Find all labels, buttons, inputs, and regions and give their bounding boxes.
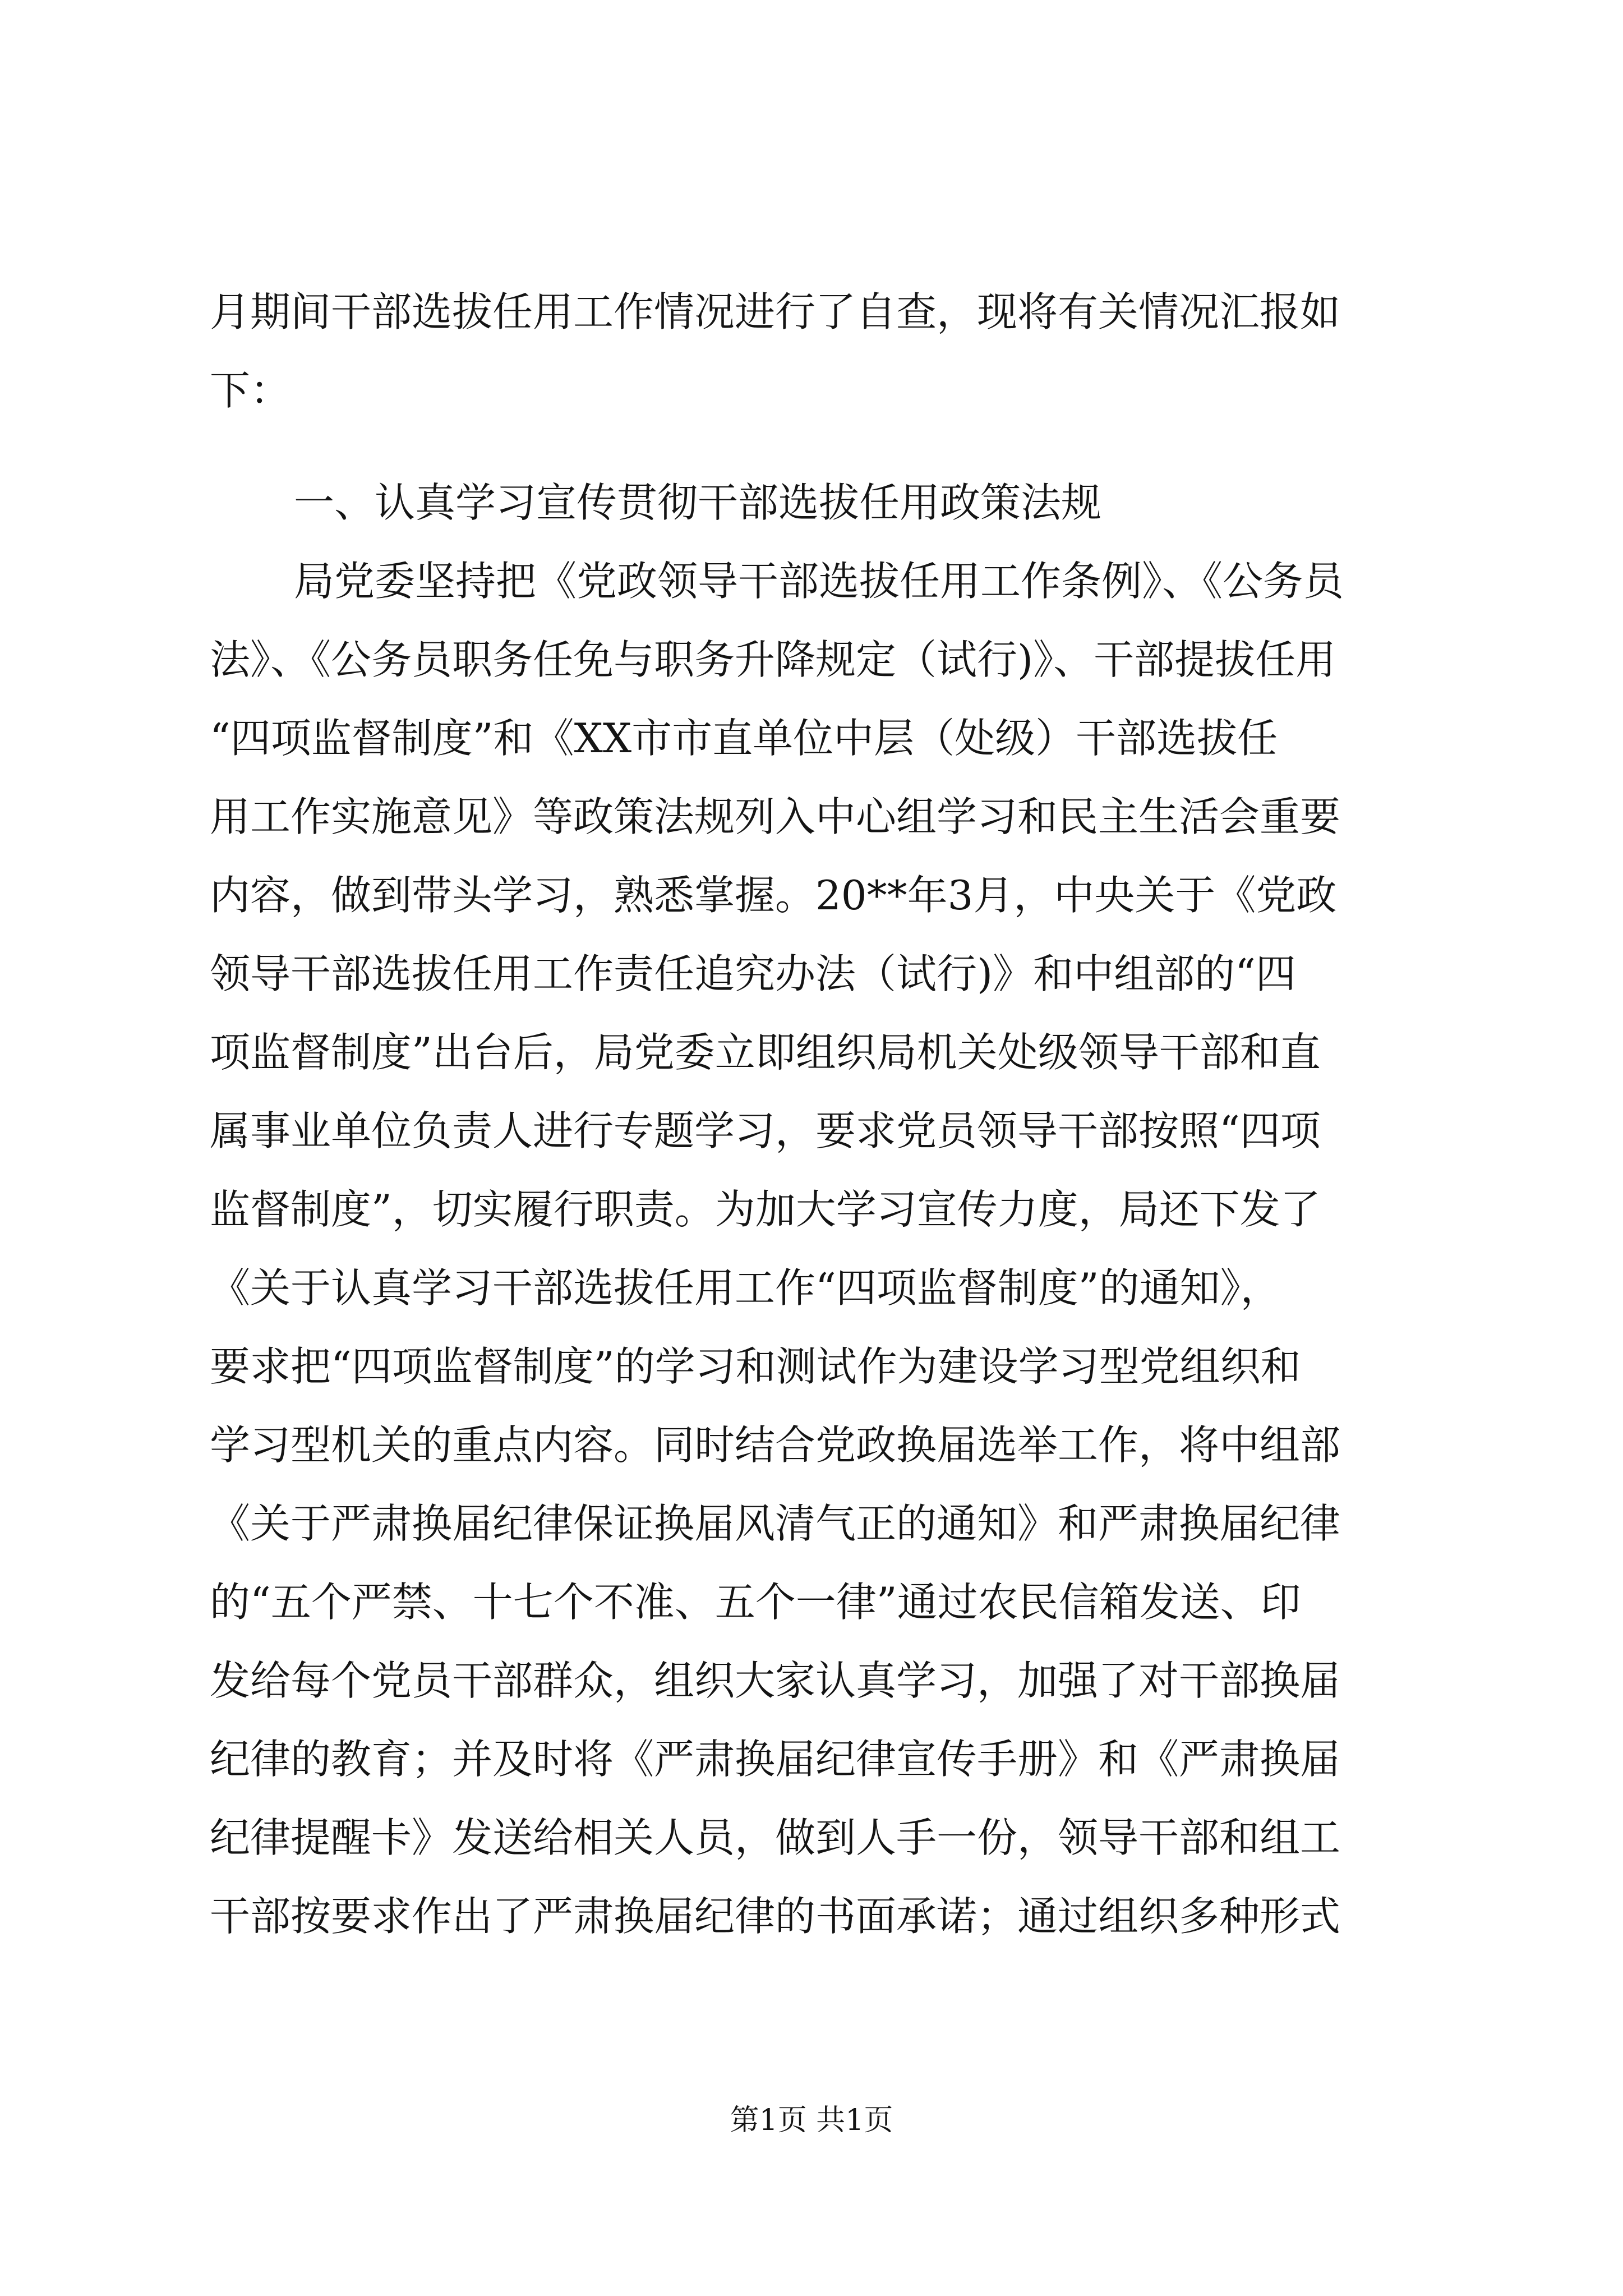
text-line: 下：	[210, 367, 291, 414]
text-line: 《关于严肃换届纪律保证换届风清气正的通知》和严肃换届纪律	[210, 1500, 1341, 1547]
page-footer	[0, 2101, 1623, 2140]
text-line: 《关于认真学习干部选拔任用工作“四项监督制度”的通知》，	[210, 1264, 1281, 1312]
text-line: 局党委坚持把《党政领导干部选拔任用工作条例》、《公务员	[294, 558, 1344, 605]
text-line: 月期间干部选拔任用工作情况进行了自查，现将有关情况汇报如	[210, 288, 1341, 335]
text-line: 的“五个严禁、十七个不准、五个一律”通过农民信箱发送、印	[210, 1579, 1301, 1626]
text-line: 项监督制度”出台后，局党委立即组织局机关处级领导干部和直	[210, 1029, 1321, 1076]
text-line: “四项监督制度”和《XX市市直单位中层（处级）干部选拔任	[210, 715, 1278, 762]
text-line: 属事业单位负责人进行专题学习，要求党员领导干部按照“四项	[210, 1107, 1321, 1154]
text-line: 纪律提醒卡》发送给相关人员，做到人手一份，领导干部和组工	[210, 1814, 1341, 1861]
text-line: 学习型机关的重点内容。同时结合党政换届选举工作，将中组部	[210, 1421, 1341, 1469]
text-line: 法》、《公务员职务任免与职务升降规定（试行)》、干部提拔任用	[210, 636, 1336, 683]
text-line: 要求把“四项监督制度”的学习和测试作为建设学习型党组织和	[210, 1343, 1301, 1390]
text-line: 干部按要求作出了严肃换届纪律的书面承诺；通过组织多种形式	[210, 1893, 1341, 1940]
text-line: 领导干部选拔任用工作责任追究办法（试行)》和中组部的“四	[210, 950, 1296, 997]
text-line: 内容，做到带头学习，熟悉掌握。20**年3月，中央关于《党政	[210, 872, 1337, 919]
text-line: 纪律的教育；并及时将《严肃换届纪律宣传手册》和《严肃换届	[210, 1736, 1341, 1783]
text-line: 监督制度”，切实履行职责。为加大学习宣传力度，局还下发了	[210, 1186, 1321, 1233]
text-line: 用工作实施意见》等政策法规列入中心组学习和民主生活会重要	[210, 793, 1341, 840]
section-heading: 一、认真学习宣传贯彻干部选拔任用政策法规	[294, 479, 1102, 526]
page-number-label: 第1页 共1页	[730, 2104, 893, 2137]
text-line: 发给每个党员干部群众，组织大家认真学习，加强了对干部换届	[210, 1657, 1341, 1704]
